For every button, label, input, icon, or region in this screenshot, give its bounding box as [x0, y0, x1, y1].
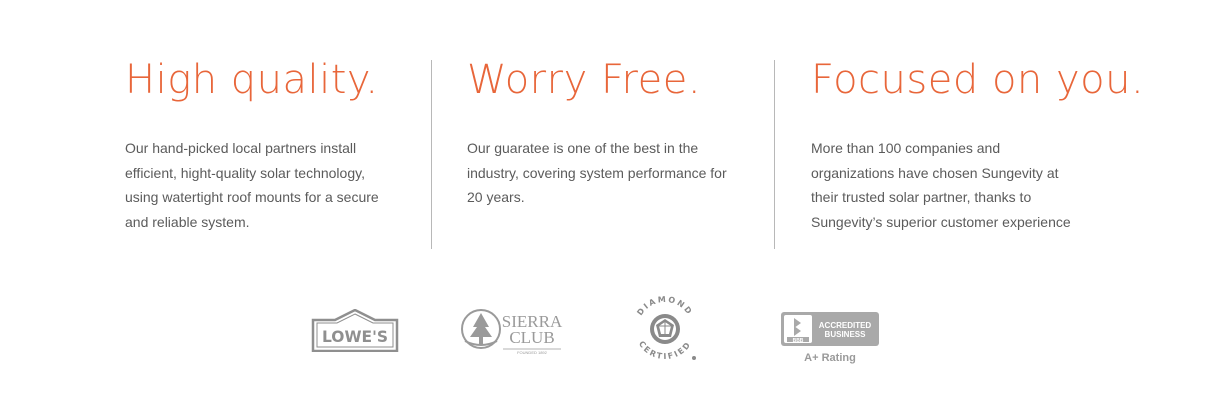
- feature-description: [125, 136, 379, 234]
- bbb-rating: A+ Rating: [804, 352, 856, 364]
- feature-title: Worry Free.: [467, 57, 702, 103]
- feature-line: Our guaratee is one of the best in the: [467, 140, 699, 156]
- diamond-certified-logo: [630, 294, 700, 364]
- feature-focused-on-you: [811, 56, 1144, 234]
- sierra-club-logo: [461, 305, 563, 355]
- feature-line: More than 100 companies and: [811, 140, 1001, 156]
- feature-line: industry, covering system performance for: [467, 164, 727, 181]
- sierra-founded: FOUNDED 1892: [517, 350, 547, 355]
- feature-worry-free: [467, 56, 727, 210]
- bbb-accredited: ACCREDITED: [818, 321, 872, 330]
- feature-line: organizations have chosen Sungevity at: [811, 164, 1059, 181]
- club-wordmark: CLUB: [509, 328, 555, 347]
- feature-line: using watertight roof mounts for a secure: [125, 189, 379, 205]
- sierra-wordmark: SIERRA: [501, 312, 563, 331]
- bbb-business: BUSINESS: [824, 330, 866, 339]
- column-divider: [431, 60, 432, 249]
- feature-high-quality: [125, 56, 379, 234]
- feature-line: their trusted solar partner, thanks to: [811, 189, 1032, 205]
- certified-arc-text: CERTIFIED: [636, 339, 694, 362]
- feature-line: and reliable system.: [125, 213, 250, 230]
- lowes-wordmark: LOWE'S: [322, 327, 388, 346]
- bbb-accredited-logo: [781, 312, 879, 368]
- feature-line: Our hand-picked local partners install: [125, 140, 357, 156]
- column-divider: [774, 60, 775, 249]
- feature-line: 20 years.: [467, 189, 525, 205]
- feature-description: [811, 136, 1144, 234]
- feature-title: Focused on you.: [811, 57, 1145, 103]
- feature-description: [467, 136, 727, 210]
- diamond-arc-text: DIAMOND: [635, 294, 695, 318]
- feature-line: efficient, hight-quality solar technology,: [125, 164, 365, 181]
- lowes-logo: [311, 309, 399, 352]
- bbb-mark: BBB: [792, 338, 804, 344]
- feature-line: Sungevity’s superior customer experience: [811, 213, 1071, 230]
- feature-title: High quality.: [125, 57, 379, 103]
